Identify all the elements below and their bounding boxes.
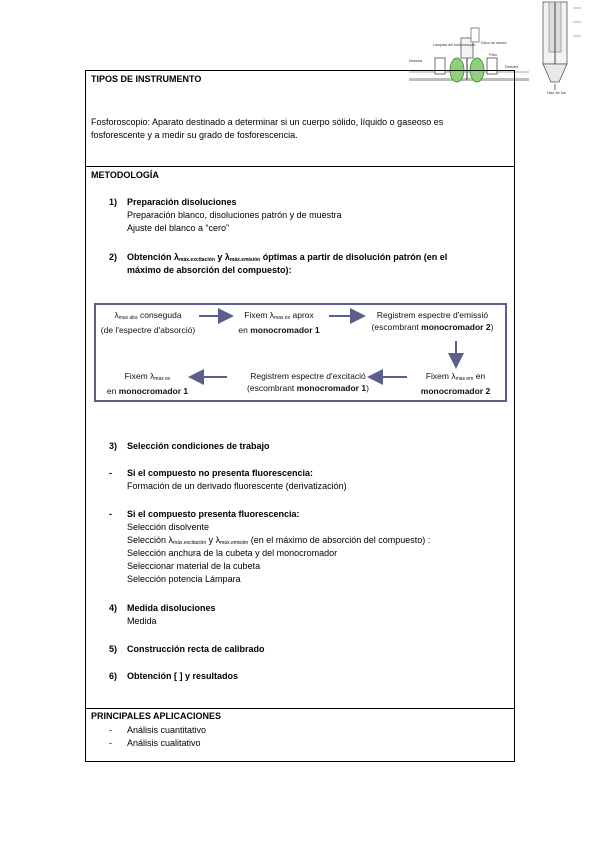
step1-line1: Preparación blanco, disoluciones patrón y de muestra xyxy=(127,210,342,220)
flow-box6: Fixem λmax ex en monocromador 1 xyxy=(106,371,189,396)
fluo-line5: Selección potencia Lámpara xyxy=(127,574,241,584)
step1-num: 1) xyxy=(109,197,118,207)
step5-num: 5) xyxy=(109,644,118,654)
step5-title: Construcción recta de calibrado xyxy=(127,644,265,654)
aplicaciones-dash-1: - xyxy=(109,725,112,735)
aplicaciones-dash-2: - xyxy=(109,738,112,748)
flow-box4: Fixem λmax em en monocromador 2 xyxy=(420,371,491,396)
step3-title: Selección condiciones de trabajo xyxy=(127,441,270,451)
fluo-title: Si el compuesto presenta fluorescencia: xyxy=(127,509,300,519)
step4-title: Medida disoluciones xyxy=(127,603,216,613)
nofluo-dash: - xyxy=(109,468,112,478)
nofluo-line1: Formación de un derivado fluorescente (derivatización) xyxy=(127,481,347,491)
fluo-line1: Selección disolvente xyxy=(127,522,210,532)
step4-num: 4) xyxy=(109,603,118,613)
diagram-label-muestra: Muestra xyxy=(409,59,422,63)
fluo-line2: Selección $\lambda_{máx.excitación}$ y $\lambda_{máx.emisión}$ (en el máximo de absorción del compuesto) : xyxy=(127,535,431,546)
metodologia-title: METODOLOGÍA xyxy=(91,170,159,180)
fluo-dash: - xyxy=(109,509,112,519)
tipos-instrumento-title: TIPOS DE INSTRUMENTO xyxy=(91,74,202,84)
fluo-line4: Seleccionar material de la cubeta xyxy=(127,561,261,571)
aplicaciones-title: PRINCIPALES APLICACIONES xyxy=(91,711,222,721)
nofluo-title: Si el compuesto no presenta fluorescencia: xyxy=(127,468,314,478)
flow-box5: Registrem espectre d'excitació (escombrant monocromador 1) xyxy=(247,371,369,393)
step2-line2: máximo de absorción del compuesto): xyxy=(127,265,292,275)
step4-line1: Medida xyxy=(127,616,157,626)
diagram-label-haz: Haz de luz xyxy=(547,90,566,95)
flow-diagram xyxy=(94,303,507,402)
step1-line2: Ajuste del blanco a “cero” xyxy=(127,223,230,233)
diagram-label-lampara: Lámpara del fosforoscopio xyxy=(433,43,476,47)
aplicaciones-item-2: Análisis cualitativo xyxy=(127,738,201,748)
diagram-label-disco: Disco de ranura xyxy=(481,41,507,45)
step3-num: 3) xyxy=(109,441,118,451)
step6-num: 6) xyxy=(109,671,118,681)
step2-num: 2) xyxy=(109,252,118,262)
step6-title: Obtención [ ] y resultados xyxy=(127,671,239,681)
diagram-label-detector: Detector xyxy=(505,65,519,69)
description-line2: fosforescente y a medir su grado de fosforescencia. xyxy=(91,130,298,140)
flow-box2: Fixem λmax ex aprox en monocromador 1 xyxy=(238,310,320,335)
flow-box3: Registrem espectre d'emissió (escombrant monocromador 2) xyxy=(371,310,494,332)
flow-box1: λmax abs conseguda (de l'espectre d'absorció) xyxy=(100,310,196,335)
diagram-label-filtro: Filtro xyxy=(489,53,497,57)
fluo-line3: Selección anchura de la cubeta y del monocromador xyxy=(127,548,338,558)
step1-title: Preparación disoluciones xyxy=(127,197,237,207)
content-table xyxy=(85,70,515,762)
step2-line1: Obtención $\lambda_{máx.excitación}$ y $\lambda_{máx.emisión}$ óptimas a partir de disolución patrón (en el xyxy=(127,252,448,263)
aplicaciones-item-1: Análisis cuantitativo xyxy=(127,725,207,735)
description-line1: Fosforoscopio: Aparato destinado a determinar si un cuerpo sólido, líquido o gaseoso es xyxy=(91,117,444,127)
